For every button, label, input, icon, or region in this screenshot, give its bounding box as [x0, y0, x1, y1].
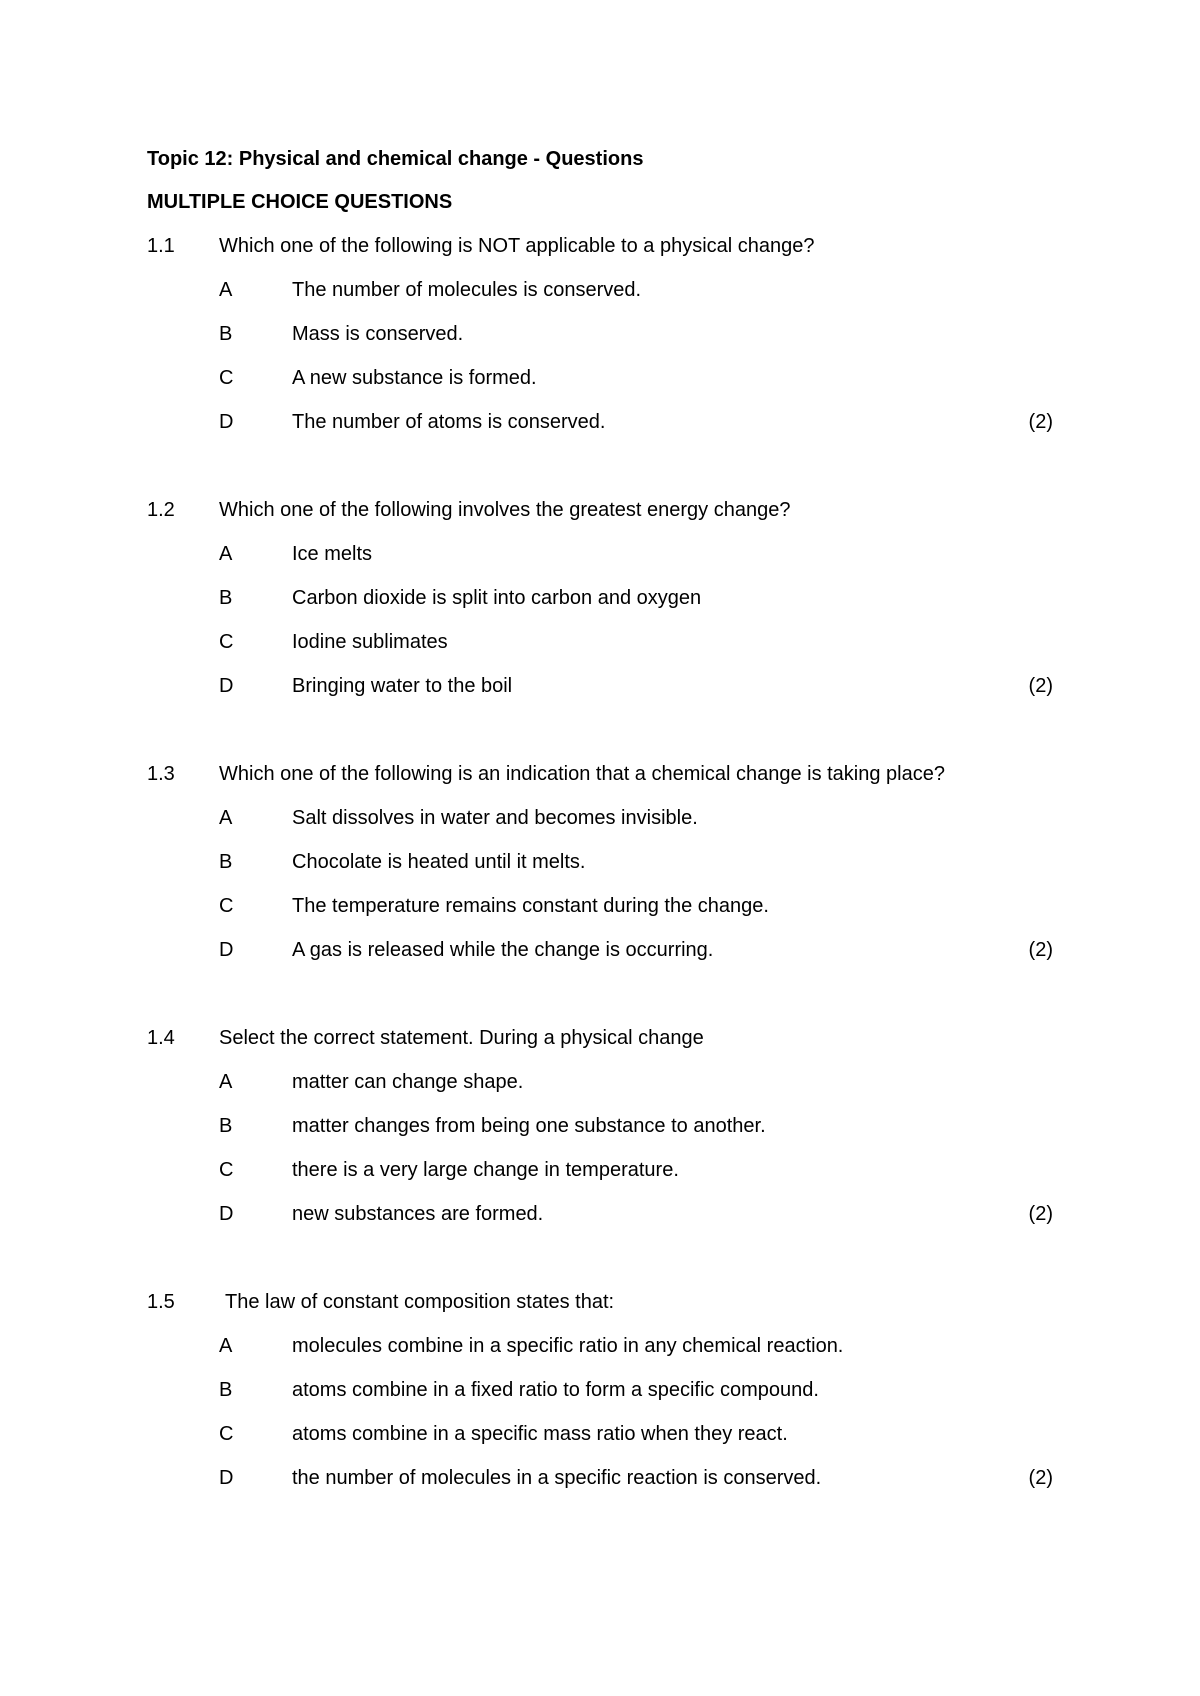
option-line	[0, 892, 1200, 920]
option-letter: D	[219, 1203, 234, 1225]
option-letter: A	[219, 1335, 233, 1357]
marks-label: (2)	[1028, 411, 1053, 433]
option-line	[0, 1376, 1200, 1404]
option-letter: B	[219, 1115, 233, 1137]
option-line	[0, 1068, 1200, 1096]
option-text: molecules combine in a specific ratio in any chemical reaction.	[292, 1335, 844, 1357]
page-title: Topic 12: Physical and chemical change - Questions	[147, 148, 644, 170]
marks-label: (2)	[1028, 1467, 1053, 1489]
option-letter: B	[219, 851, 233, 873]
option-text: Ice melts	[292, 543, 373, 565]
option-line	[0, 628, 1200, 656]
option-text: atoms combine in a specific mass ratio when they react.	[292, 1423, 788, 1445]
option-letter: B	[219, 1379, 233, 1401]
option-line	[0, 672, 1200, 700]
option-text: Carbon dioxide is split into carbon and oxygen	[292, 587, 702, 609]
option-letter: C	[219, 1159, 234, 1181]
option-line	[0, 1156, 1200, 1184]
option-line	[0, 1112, 1200, 1140]
question-line	[0, 232, 1200, 260]
question-line	[0, 1288, 1200, 1316]
option-letter: A	[219, 1071, 233, 1093]
option-line	[0, 1464, 1200, 1492]
option-letter: C	[219, 367, 234, 389]
option-line	[0, 1420, 1200, 1448]
option-text: A new substance is formed.	[292, 367, 537, 389]
option-letter: C	[219, 1423, 234, 1445]
option-text: The number of molecules is conserved.	[292, 279, 642, 301]
question-number: 1.3	[147, 763, 175, 785]
question-text: The law of constant composition states that:	[225, 1291, 615, 1313]
question-text: Which one of the following is NOT applicable to a physical change?	[219, 235, 815, 257]
marks-label: (2)	[1028, 675, 1053, 697]
question-line	[0, 496, 1200, 524]
option-text: The temperature remains constant during the change.	[292, 895, 769, 917]
option-line	[0, 936, 1200, 964]
option-line	[0, 276, 1200, 304]
option-line	[0, 540, 1200, 568]
option-letter: D	[219, 411, 234, 433]
question-text: Which one of the following is an indication that a chemical change is taking place?	[219, 763, 945, 785]
option-line	[0, 804, 1200, 832]
option-text: matter can change shape.	[292, 1071, 524, 1093]
option-line	[0, 848, 1200, 876]
option-letter: D	[219, 939, 234, 961]
option-text: Mass is conserved.	[292, 323, 464, 345]
question-number: 1.5	[147, 1291, 175, 1313]
question-number: 1.1	[147, 235, 175, 257]
section-heading: MULTIPLE CHOICE QUESTIONS	[147, 191, 453, 213]
option-letter: B	[219, 587, 233, 609]
option-text: Chocolate is heated until it melts.	[292, 851, 586, 873]
option-letter: C	[219, 631, 234, 653]
option-text: matter changes from being one substance to another.	[292, 1115, 766, 1137]
option-text: Iodine sublimates	[292, 631, 448, 653]
option-line	[0, 1332, 1200, 1360]
option-text: The number of atoms is conserved.	[292, 411, 606, 433]
option-letter: D	[219, 1467, 234, 1489]
option-text: there is a very large change in temperature.	[292, 1159, 679, 1181]
option-letter: D	[219, 675, 234, 697]
question-number: 1.4	[147, 1027, 175, 1049]
question-text: Which one of the following involves the greatest energy change?	[219, 499, 791, 521]
option-text: Salt dissolves in water and becomes invisible.	[292, 807, 698, 829]
option-line	[0, 408, 1200, 436]
option-letter: C	[219, 895, 234, 917]
option-line	[0, 364, 1200, 392]
option-line	[0, 584, 1200, 612]
marks-label: (2)	[1028, 939, 1053, 961]
question-text: Select the correct statement. During a physical change	[219, 1027, 704, 1049]
question-line	[0, 760, 1200, 788]
option-letter: A	[219, 807, 233, 829]
option-text: the number of molecules in a specific reaction is conserved.	[292, 1467, 822, 1489]
option-text: atoms combine in a fixed ratio to form a specific compound.	[292, 1379, 819, 1401]
option-text: Bringing water to the boil	[292, 675, 513, 697]
question-line	[0, 1024, 1200, 1052]
option-letter: B	[219, 323, 233, 345]
option-letter: A	[219, 543, 233, 565]
option-line	[0, 320, 1200, 348]
question-number: 1.2	[147, 499, 175, 521]
option-text: A gas is released while the change is occurring.	[292, 939, 714, 961]
option-letter: A	[219, 279, 233, 301]
marks-label: (2)	[1028, 1203, 1053, 1225]
option-text: new substances are formed.	[292, 1203, 544, 1225]
option-line	[0, 1200, 1200, 1228]
